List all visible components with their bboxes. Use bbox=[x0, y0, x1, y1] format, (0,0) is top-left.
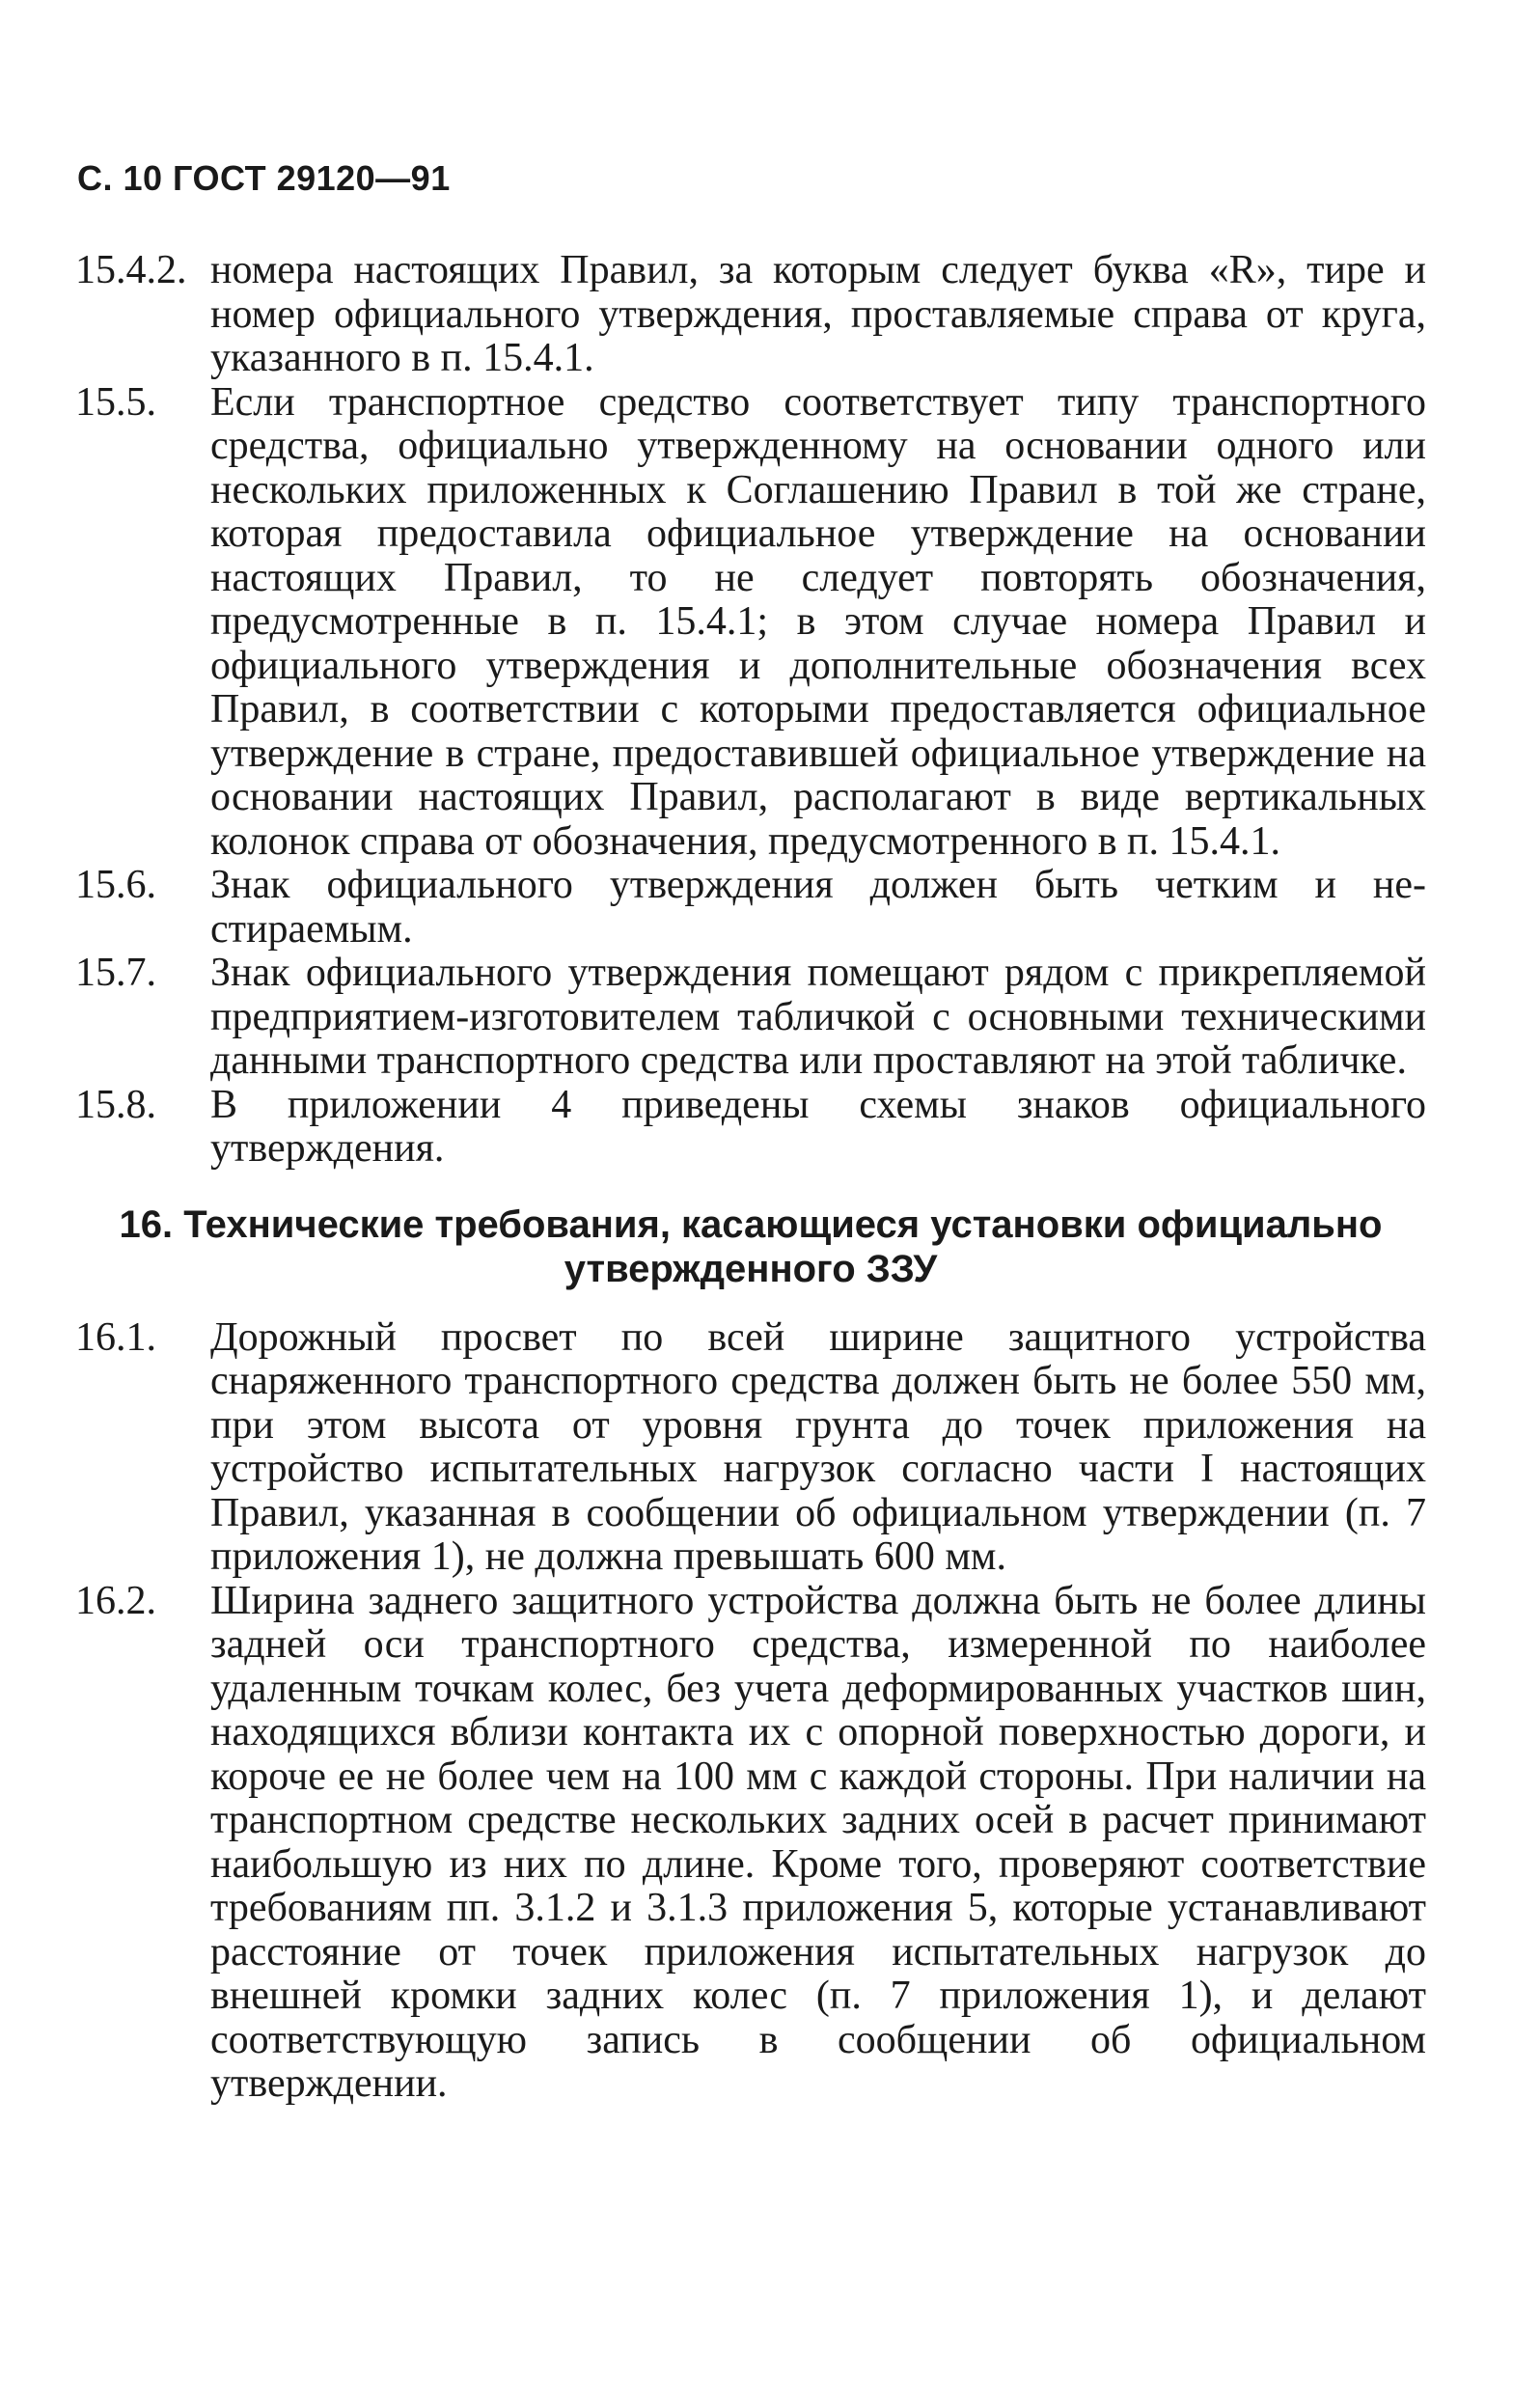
clause-number: 16.2. bbox=[75, 1578, 156, 1623]
clause-number: 15.6. bbox=[75, 863, 156, 907]
section-heading: 16. Технические требования, касающиеся установки официально утвержденного ЗЗУ bbox=[119, 1202, 1383, 1290]
clause-text: В приложении 4 приведены схемы знаков официального утверждения. bbox=[210, 1082, 1426, 1171]
clause-number: 15.7. bbox=[75, 951, 156, 995]
clause-15-8 bbox=[75, 1084, 1426, 1172]
clause-text: Если транспортное средство соответствует типу транспортного средства, официально утвержденному на основании одного или нескольких приложенных к Соглашению Правил в той же стране, которая предоставила официальное утверждение на основании настоящих Правил, то не следует повторять обозначения, предусмотренные в п. 15.4.1; в этом случае номера Правил и официального утверждения и дополнительные обозначения всех Правил, в соответствии с которыми предоставляется официальное утверждение в стране, предоставившей официальное утверждение на основании настоящих Правил, располагают в виде вертикальных колонок справа от обозначения, предусмотренного в п. 15.4.1. bbox=[210, 379, 1426, 864]
clause-15-6 bbox=[75, 864, 1426, 952]
clause-number: 15.5. bbox=[75, 379, 156, 425]
running-header: С. 10 ГОСТ 29120—91 bbox=[77, 158, 451, 198]
clause-number: 16.1. bbox=[75, 1314, 156, 1360]
clause-text: Знак официального утверждения должен быть четким и нестираемым. bbox=[210, 863, 1426, 952]
clause-text: Знак официального утверждения помещают рядом с прикрепляемой предприятием-изготовителем табличкой с основными техническими данными транспортного средства или проставляют на этой табличке. bbox=[210, 951, 1426, 1083]
document-body bbox=[75, 249, 1426, 2107]
clause-number: 15.4.2. bbox=[75, 248, 187, 292]
clause-15-4-2 bbox=[75, 249, 1426, 381]
clause-15-5 bbox=[75, 381, 1426, 865]
clause-text: Дорожный просвет по всей ширине защитного устройства снаряженного транспортного средства должен быть не более 550 мм, при этом высота от уровня грунта до точек приложения на устройство испытательных нагрузок согласно части I настоящих Правил, указанная в сообщении об официальном утверждении (п. 7 приложения 1), не должна превышать 600 мм. bbox=[210, 1314, 1426, 1579]
clause-15-7 bbox=[75, 952, 1426, 1084]
clause-text: номера настоящих Правил, за которым следует буква «R», тире и номер официального утверждения, проставляемые справа от круга, указанного в п. 15.4.1. bbox=[210, 248, 1426, 380]
clause-16-1 bbox=[75, 1316, 1426, 1580]
clause-number: 15.8. bbox=[75, 1082, 156, 1127]
clause-16-2 bbox=[75, 1580, 1426, 2107]
clause-text: Ширина заднего защитного устройства должна быть не более длины задней оси транспортного средства, измеренной по наиболее удаленным точкам колес, без учета деформированных участков шин, находящихся вблизи контакта их с опорной поверхностью дороги, и короче ее не более чем на 100 мм с каждой стороны. При наличии на транспортном средстве нескольких задних осей в расчет принимают наибольшую из них по длине. Кроме того, проверяют соответствие требованиям пп. 3.1.2 и 3.1.3 приложения 5, которые устанавливают расстояние от точек приложения испытательных нагрузок до внешней кромки задних колес (п. 7 приложения 1), и делают соответствующую запись в сообщении об официальном утверждении. bbox=[210, 1578, 1426, 2106]
